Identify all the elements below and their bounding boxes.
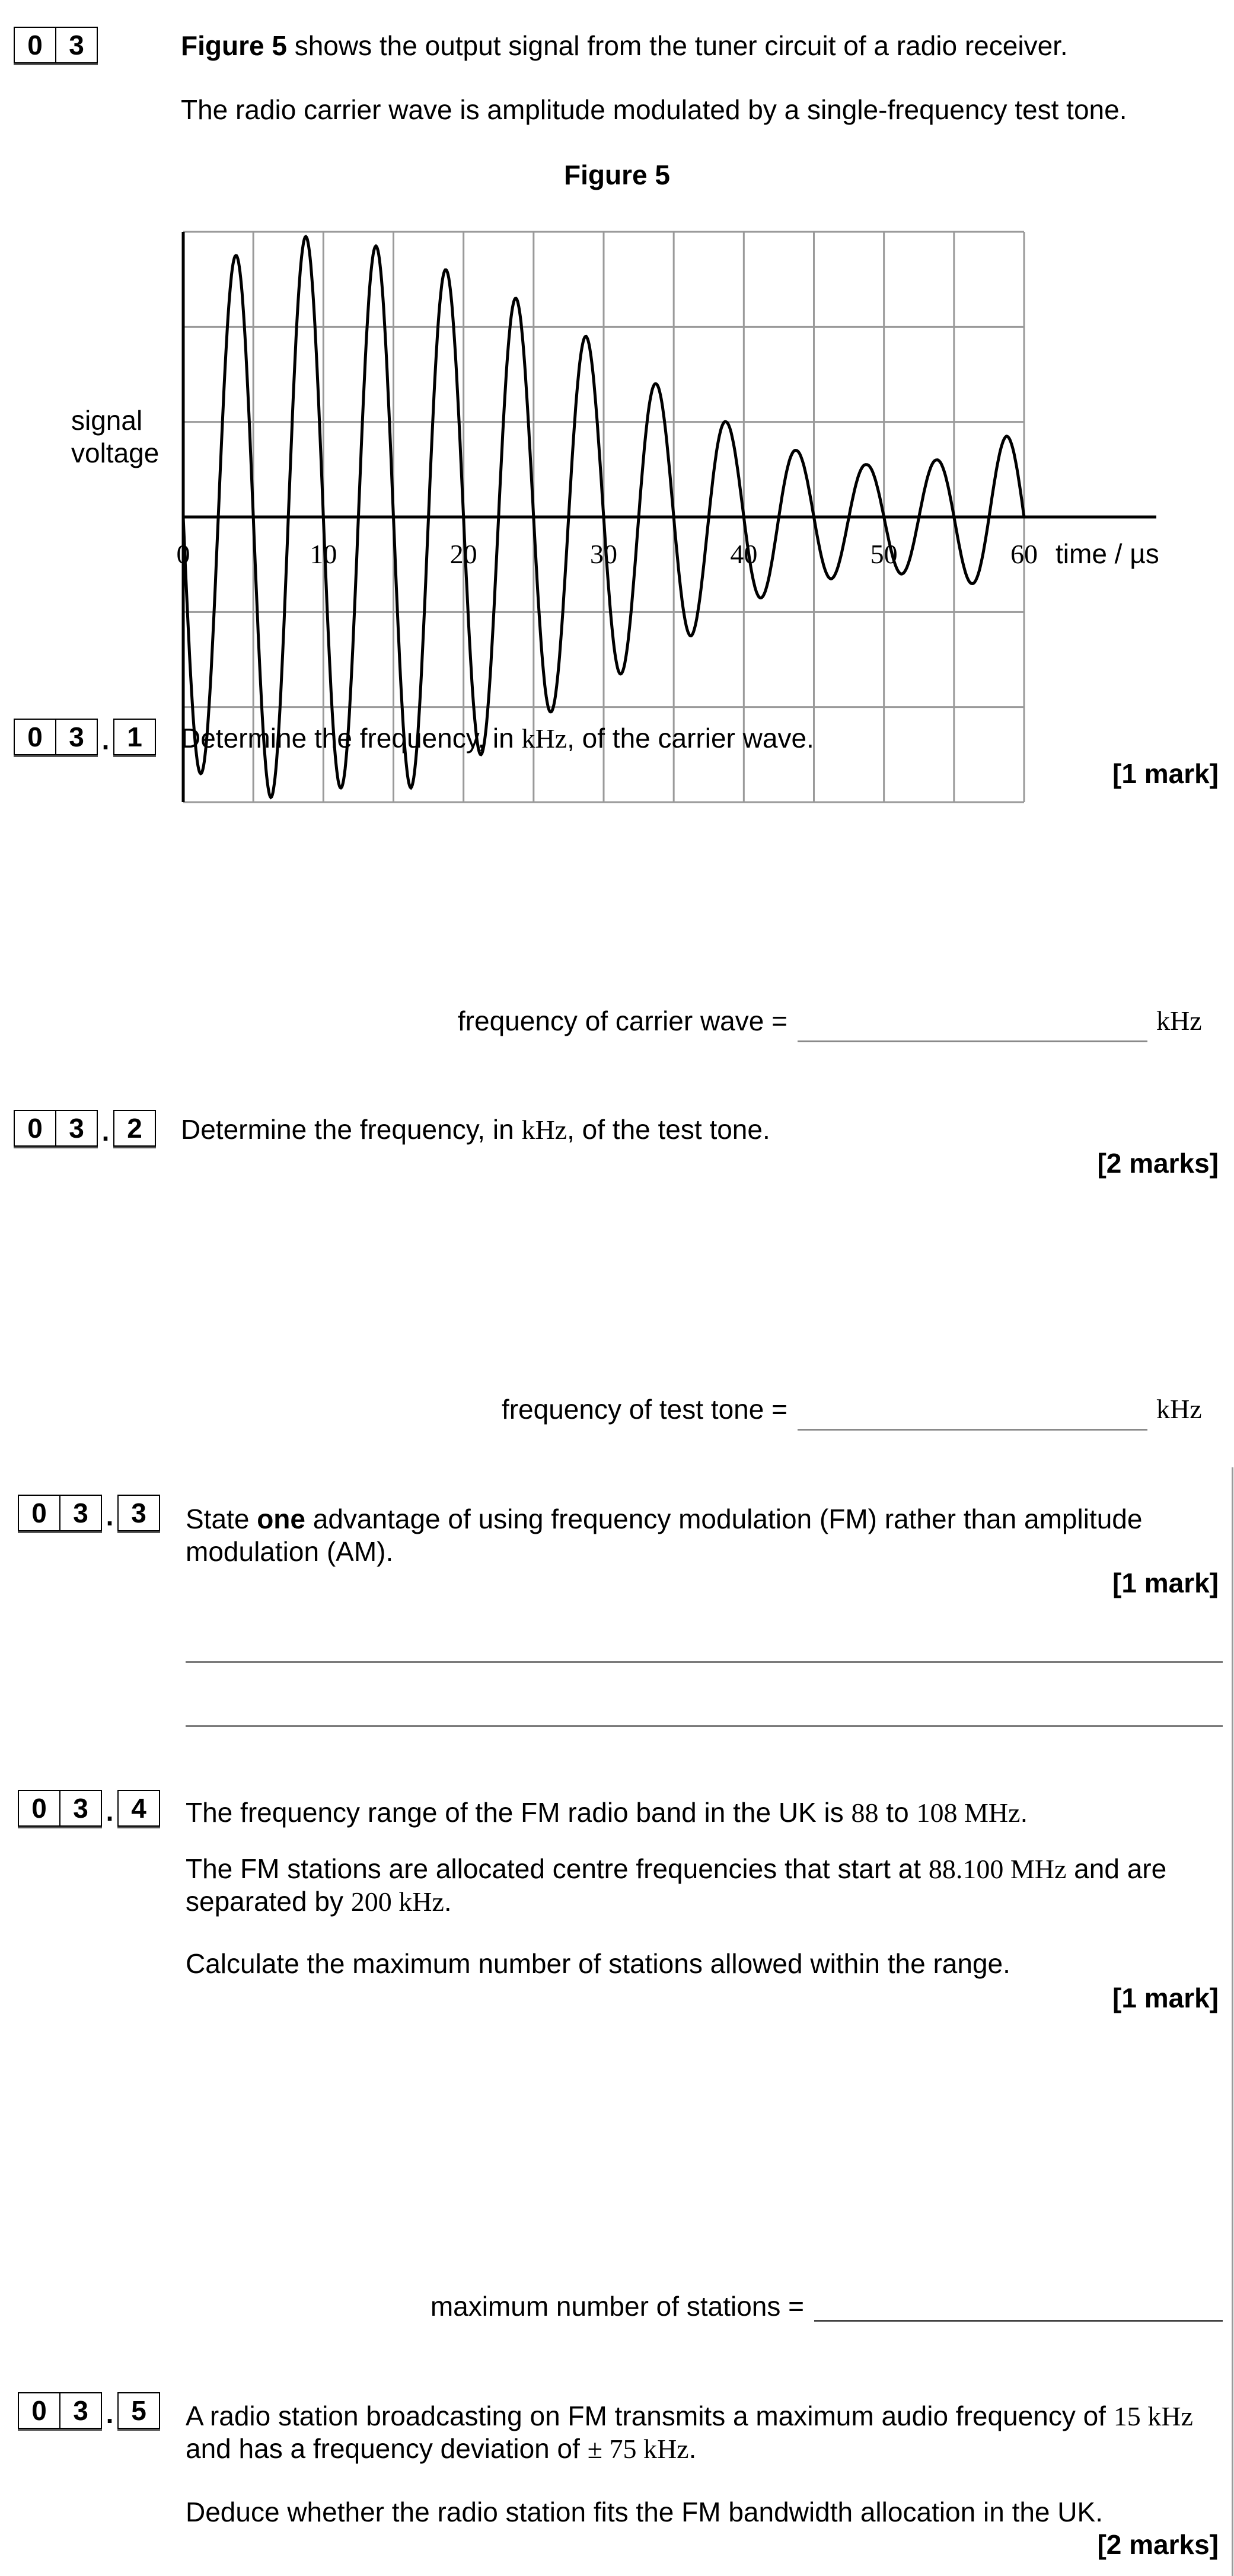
question-digit: 3 bbox=[59, 1791, 101, 1825]
text: advantage of using frequency modulation (FM) rather than amplitude bbox=[305, 1504, 1143, 1534]
answer-line-03-3-1[interactable] bbox=[186, 1661, 1223, 1663]
text: separated by bbox=[186, 1886, 351, 1917]
question-dot: . bbox=[101, 724, 110, 755]
part-03-3-text-line2: modulation (AM). bbox=[186, 1536, 394, 1567]
figure-reference: Figure 5 bbox=[181, 30, 287, 61]
answer-field-03-2[interactable] bbox=[798, 1429, 1147, 1431]
page-border-right bbox=[1232, 1467, 1233, 2576]
text: , of the carrier wave. bbox=[567, 723, 814, 754]
x-tick-label: 20 bbox=[449, 539, 477, 569]
question-digit: 3 bbox=[59, 2393, 101, 2428]
x-tick-label: 30 bbox=[590, 539, 617, 569]
value: 200 kHz bbox=[350, 1886, 444, 1917]
question-digit: 2 bbox=[127, 1113, 142, 1144]
question-digit: 0 bbox=[27, 722, 43, 752]
question-digit: 0 bbox=[27, 30, 43, 60]
marks-03-4: [1 mark] bbox=[1112, 1983, 1219, 2013]
part-03-5-line1 bbox=[186, 2400, 1193, 2433]
answer-unit-03-1: kHz bbox=[1156, 1005, 1202, 1036]
question-digit: 3 bbox=[55, 1111, 97, 1145]
question-intro-line2: The radio carrier wave is amplitude modulated by a single-frequency test tone. bbox=[181, 94, 1127, 125]
text: . bbox=[444, 1886, 452, 1917]
figure-title: Figure 5 bbox=[564, 159, 670, 190]
question-digit: 0 bbox=[31, 2395, 47, 2426]
question-number-03-3 bbox=[18, 1495, 160, 1531]
figure-5-graph bbox=[0, 0, 1234, 830]
part-03-4-p2 bbox=[186, 1853, 1166, 1885]
question-number-03-2 bbox=[14, 1110, 156, 1146]
question-dot: . bbox=[106, 1501, 114, 1531]
text: The frequency range of the FM radio band in the UK is bbox=[186, 1797, 852, 1828]
answer-label-03-1: frequency of carrier wave = bbox=[457, 1005, 787, 1036]
question-dot: . bbox=[101, 1116, 110, 1147]
text: State bbox=[186, 1504, 257, 1534]
x-tick-label: 40 bbox=[730, 539, 758, 569]
unit: kHz bbox=[521, 1115, 567, 1145]
question-digit: 3 bbox=[131, 1498, 146, 1528]
text: A radio station broadcasting on FM transmits a maximum audio frequency of bbox=[186, 2401, 1114, 2431]
text: . bbox=[1020, 1797, 1028, 1828]
value: 88 bbox=[851, 1798, 879, 1828]
text: The FM stations are allocated centre frequencies that start at bbox=[186, 1853, 929, 1884]
value: 108 MHz bbox=[916, 1798, 1021, 1828]
y-axis-label-line1: signal bbox=[71, 405, 143, 436]
question-digit: 5 bbox=[131, 2395, 146, 2426]
emphasis: one bbox=[257, 1504, 305, 1534]
part-03-1-text bbox=[181, 722, 814, 755]
question-digit: 0 bbox=[31, 1793, 47, 1824]
marks-03-3: [1 mark] bbox=[1112, 1568, 1219, 1598]
unit: kHz bbox=[521, 723, 567, 754]
answer-label-03-2: frequency of test tone = bbox=[501, 1394, 787, 1425]
answer-field-03-1[interactable] bbox=[798, 1040, 1147, 1042]
question-dot: . bbox=[106, 1796, 114, 1827]
question-digit: 3 bbox=[59, 1496, 101, 1530]
text: and are bbox=[1066, 1853, 1167, 1884]
marks-03-2: [2 marks] bbox=[1097, 1148, 1219, 1179]
question-number-03-4 bbox=[18, 1790, 160, 1826]
part-03-5-line2 bbox=[186, 2433, 696, 2465]
x-tick-label: 50 bbox=[870, 539, 898, 569]
part-03-4-p3 bbox=[186, 1885, 452, 1918]
question-digit: 1 bbox=[127, 722, 142, 752]
text: . bbox=[688, 2433, 697, 2464]
x-tick-label: 60 bbox=[1010, 539, 1038, 569]
value: 88.100 MHz bbox=[928, 1854, 1067, 1884]
answer-line-03-3-2[interactable] bbox=[186, 1725, 1223, 1727]
marks-03-1: [1 mark] bbox=[1112, 758, 1219, 789]
question-number-03-1 bbox=[14, 719, 156, 755]
text: , of the test tone. bbox=[567, 1114, 770, 1145]
answer-field-03-4[interactable] bbox=[814, 2320, 1223, 2322]
text: Determine the frequency, in bbox=[181, 1114, 522, 1145]
question-digit: 4 bbox=[131, 1793, 146, 1824]
intro-text: shows the output signal from the tuner circuit of a radio receiver. bbox=[286, 30, 1068, 61]
part-03-2-text bbox=[181, 1113, 770, 1146]
question-number-03-5 bbox=[18, 2393, 160, 2428]
part-03-4-instruction: Calculate the maximum number of stations allowed within the range. bbox=[186, 1948, 1010, 1979]
text: and has a frequency deviation of bbox=[186, 2433, 588, 2464]
question-dot: . bbox=[106, 2398, 114, 2429]
value: ± 75 kHz bbox=[587, 2434, 689, 2464]
part-03-4-p1 bbox=[186, 1796, 1028, 1829]
value: 15 kHz bbox=[1113, 2401, 1193, 2431]
part-03-3-text bbox=[186, 1503, 1142, 1535]
question-digit: 3 bbox=[55, 720, 97, 754]
text: to bbox=[878, 1797, 917, 1828]
x-tick-label: 0 bbox=[176, 539, 190, 569]
question-digit: 0 bbox=[31, 1498, 47, 1528]
text: Determine the frequency, in bbox=[181, 723, 522, 754]
part-03-5-instruction: Deduce whether the radio station fits the FM bandwidth allocation in the UK. bbox=[186, 2497, 1103, 2527]
x-tick-label: 10 bbox=[310, 539, 337, 569]
question-digit: 0 bbox=[27, 1113, 43, 1144]
question-digit: 3 bbox=[55, 28, 97, 62]
x-axis-label: time / µs bbox=[1056, 538, 1159, 569]
answer-label-03-4: maximum number of stations = bbox=[430, 2291, 804, 2322]
marks-03-5: [2 marks] bbox=[1097, 2529, 1219, 2560]
answer-unit-03-2: kHz bbox=[1156, 1394, 1202, 1424]
y-axis-label-line2: voltage bbox=[71, 438, 160, 468]
